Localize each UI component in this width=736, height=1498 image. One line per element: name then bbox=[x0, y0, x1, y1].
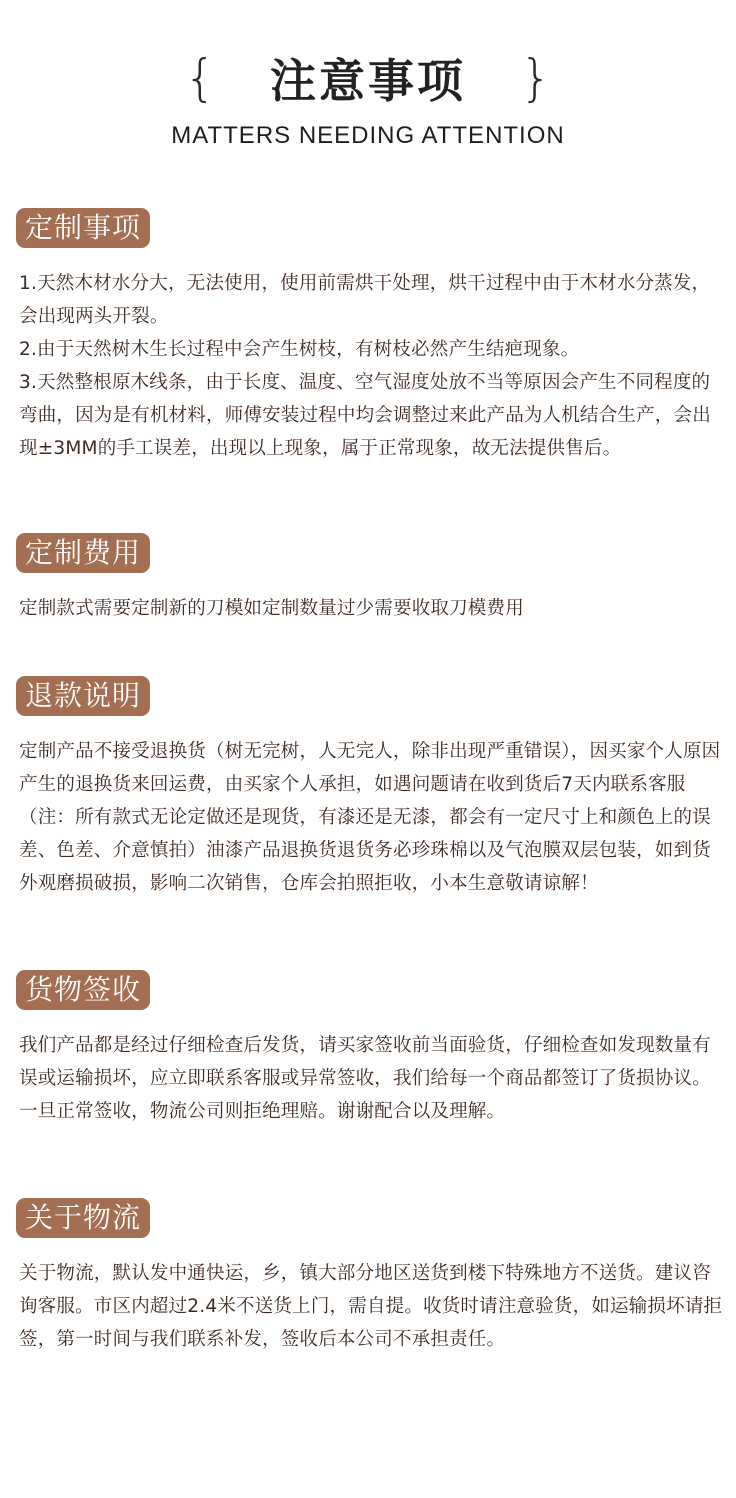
paragraph: 定制产品不接受退换货（树无完树，人无完人，除非出现严重错误），因买家个人原因产生的退换货来回运费，由买家个人承担，如遇问题请在收到货后7天内联系客服（注：所有款式无论定做还是现货，有漆还是无漆，都会有一定尺寸上和颜色上的误差、色差、介意慎拍）油漆产品退换货退货务必珍珠棉以及气泡膜双层包装，如到货外观磨损破损，影响二次销售，仓库会拍照拒收，小本生意敬请谅解！ bbox=[19, 741, 721, 894]
section-tag: 退款说明 bbox=[16, 676, 150, 716]
section-body bbox=[16, 1029, 724, 1128]
paragraph: 1.天然木材水分大，无法使用，使用前需烘干处理，烘干过程中由于木材水分蒸发，会出现两头开裂。 bbox=[19, 273, 711, 327]
section-tag: 关于物流 bbox=[16, 1198, 150, 1238]
paragraph: 3.天然整根原木线条，由于长度、温度、空气湿度处放不当等原因会产生不同程度的弯曲，因为是有机材料，师傅安装过程中均会调整过来此产品为人机结合生产，会出现±3MM的手工误差，出现以上现象，属于正常现象，故无法提供售后。 bbox=[19, 372, 711, 459]
title-row bbox=[0, 38, 736, 118]
section-tag: 定制事项 bbox=[16, 208, 150, 248]
paragraph: 我们产品都是经过仔细检查后发货，请买家签收前当面验货，仔细检查如发现数量有误或运输损坏，应立即联系客服或异常签收，我们给每一个商品都签订了货损协议。一旦正常签收，物流公司则拒绝理赔。谢谢配合以及理解。 bbox=[19, 1035, 711, 1122]
page-title: 注意事项 bbox=[270, 54, 466, 108]
section-body bbox=[16, 735, 724, 900]
section-body bbox=[16, 267, 724, 465]
section-fees bbox=[16, 533, 724, 625]
page-header bbox=[0, 38, 736, 150]
section-tag: 定制费用 bbox=[16, 533, 150, 573]
section-customization bbox=[16, 208, 724, 465]
section-tag: 货物签收 bbox=[16, 970, 150, 1010]
paragraph: 定制款式需要定制新的刀模如定制数量过少需要收取刀模费用 bbox=[19, 598, 524, 619]
paragraph: 2.由于天然树木生长过程中会产生树枝，有树枝必然产生结疤现象。 bbox=[19, 339, 580, 360]
left-brace: { bbox=[184, 49, 216, 107]
section-body bbox=[16, 1257, 724, 1356]
page-subtitle: MATTERS NEEDING ATTENTION bbox=[171, 122, 565, 149]
paragraph: 关于物流，默认发中通快运，乡，镇大部分地区送货到楼下特殊地方不送货。建议咨询客服。市区内超过2.4米不送货上门，需自提。收货时请注意验货，如运输损坏请拒签，第一时间与我们联系补发，签收后本公司不承担责任。 bbox=[19, 1263, 723, 1350]
right-brace: } bbox=[520, 49, 552, 107]
section-receipt bbox=[16, 970, 724, 1128]
section-body bbox=[16, 592, 724, 625]
section-refund bbox=[16, 676, 724, 900]
section-logistics bbox=[16, 1198, 724, 1356]
